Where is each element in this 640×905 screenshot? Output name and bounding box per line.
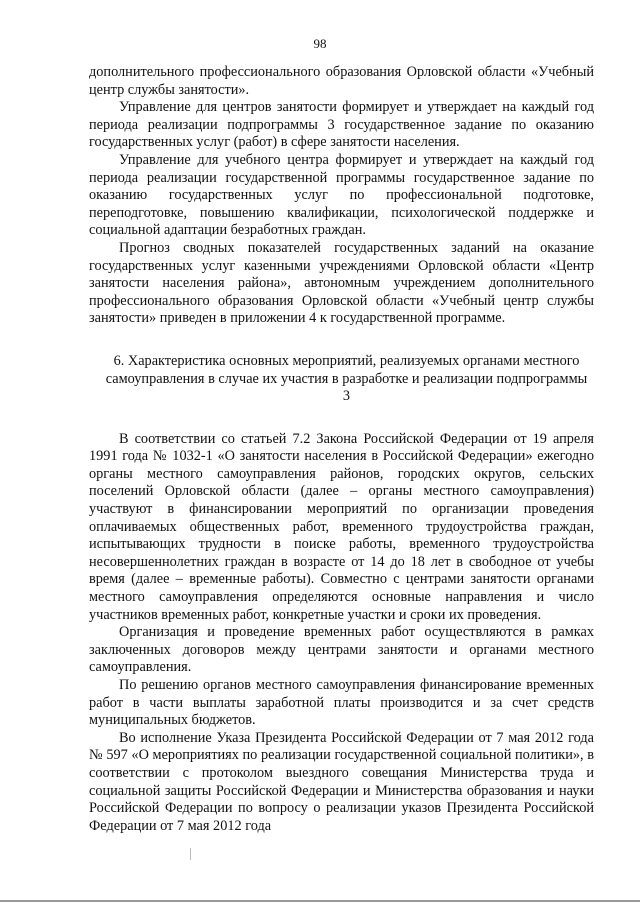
scan-artifact (190, 848, 191, 860)
page-bottom-edge (0, 900, 640, 902)
paragraph: В соответствии со статьей 7.2 Закона Российской Федерации от 19 апреля 1991 года № 1032-1 «О занятости населения в Российской Федерации» ежегодно органы местного самоуправления районов, городских округов, сельских поселений Орловской области (далее – органы местного самоуправления) участвуют в финансировании мероприятий по организации проведения оплачиваемых общественных работ, временного трудоустройства граждан, испытывающих трудности в поиске работы, временного трудоустройства несовершеннолетних граждан в возрасте от 14 до 18 лет в свободное от учебы время (далее – временные работы). Совместно с центрами занятости органами местного самоуправления определяются основные направления и число участников временных работ, конкретные участки и сроки их проведения. (89, 430, 594, 623)
paragraph: Управление для учебного центра формирует и утверждает на каждый год периода реализации государственной программы государственное задание по оказанию государственных услуг по профессиональной подготовке, переподготовке, повышению квалификации, психологической поддержке и социальной адаптации безработных граждан. (89, 151, 594, 239)
paragraph: Во исполнение Указа Президента Российской Федерации от 7 мая 2012 года № 597 «О мероприятиях по реализации государственной социальной политики», в соответствии с протоколом выездного совещания Министерства труда и социальной защиты Российской Федерации и Министерства образования и науки Российской Федерации по вопросу о реализации указов Президента Российской Федерации от 7 мая 2012 года (89, 729, 594, 834)
document-body (89, 64, 594, 835)
paragraph-continuation: дополнительного профессионального образования Орловской области «Учебный центр службы занятости». (89, 64, 594, 98)
paragraph: Прогноз сводных показателей государственных заданий на оказание государственных услуг казенными учреждениями Орловской области «Центр занятости населения района», автономным учреждением дополнительного профессионального образования Орловской области «Учебный центр службы занятости» приведен в приложении 4 к государственной программе. (89, 239, 594, 327)
paragraph: Организация и проведение временных работ осуществляются в рамках заключенных договоров между центрами занятости и органами местного самоуправления. (89, 624, 594, 676)
paragraph: Управление для центров занятости формирует и утверждает на каждый год периода реализации подпрограммы 3 государственное задание по оказанию государственных услуг (работ) в сфере занятости населения. (89, 99, 594, 151)
page-number: 98 (313, 36, 327, 51)
paragraph: По решению органов местного самоуправления финансирование временных работ в части выплаты заработной платы производится и за счет средств муниципальных бюджетов. (89, 677, 594, 729)
section-heading: 6. Характеристика основных мероприятий, реализуемых органами местного самоуправления в случае их участия в разработке и реализации подпрограммы 3 (105, 352, 588, 405)
